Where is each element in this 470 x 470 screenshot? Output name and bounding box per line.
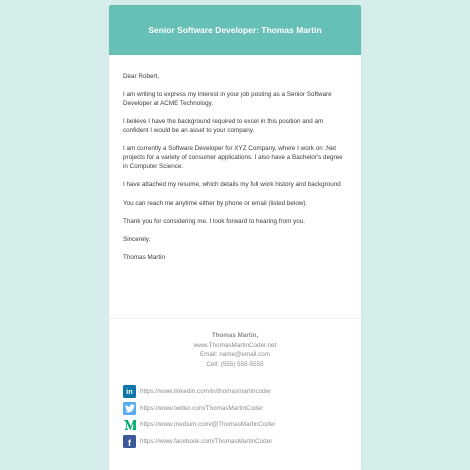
social-row-facebook [123,435,276,448]
letter-paragraph: I am writing to express my interest in your job posting as a Senior Software Developer at ACME Technology. [123,91,332,108]
facebook-link[interactable]: https://www.facebook.com/ThomasMartinCoder [140,437,273,445]
social-row-medium [123,418,276,431]
twitter-link[interactable]: https://www.twitter.com/ThomasMartinCoder [140,404,264,412]
letter-body [109,55,361,263]
email-card [109,5,361,470]
email-header [109,5,361,55]
social-row-linkedin [123,385,276,398]
letter-paragraph: I am currently a Software Developer for XYZ Company, where I work on .Net projects for a variety of consumer applications. I also have a Bachelor's degree in Computer Science. [123,145,343,171]
social-row-twitter [123,402,276,415]
email-title: Senior Software Developer: Thomas Martin [148,25,322,35]
letter-paragraph: Thank you for considering me. I look forward to hearing from you. [123,217,305,225]
signature-block [109,331,361,369]
medium-icon[interactable] [123,418,136,431]
salutation: Dear Robert, [123,73,160,80]
letter-paragraph: I have attached my resume, which details my full work history and background [123,181,341,189]
medium-link[interactable]: https://www.medium.com/@ThomasMartinCoder [140,421,276,429]
letter-paragraph: You can reach me anytime either by phone or email (listed below). [123,199,308,207]
social-links [123,385,276,451]
signoff-name: Thomas Martin [123,254,165,262]
divider [109,318,361,319]
twitter-icon[interactable] [123,402,136,415]
closing: Sincerely, [123,236,151,244]
linkedin-link[interactable]: https://www.linkedin.com/in/thomasmartincoder [140,388,272,395]
facebook-icon[interactable]: f [123,435,136,448]
signature-website[interactable]: www.ThomasMartinCoder.net [193,341,277,349]
signature-cell: Cell: (555) 555-5555 [206,360,264,368]
linkedin-icon[interactable]: in [123,385,136,398]
signature-name: Thomas Martin, [211,332,259,339]
letter-paragraph: I believe I have the background required to excel in this position and am confident I would be an asset to your company. [123,118,324,135]
signature-email[interactable]: Email: name@email.com [199,351,271,358]
